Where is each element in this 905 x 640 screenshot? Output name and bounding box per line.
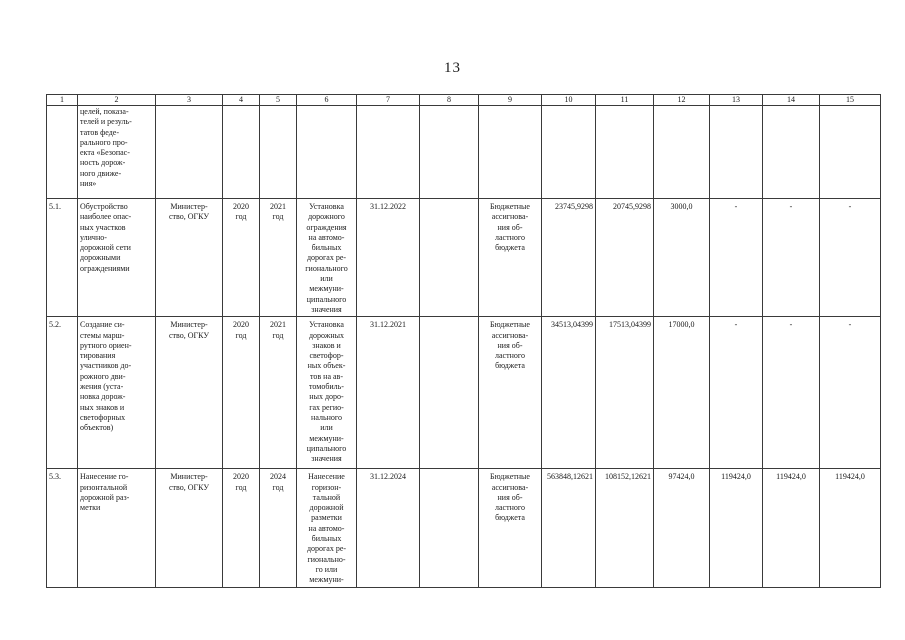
funding-source-cell: Бюджетные ассигнова- ния об- ластного бюджета <box>479 199 542 317</box>
amount-cell: 119424,0 <box>710 469 763 588</box>
continuation-row <box>47 106 881 199</box>
amount-total-cell: 23745,9298 <box>542 199 596 317</box>
column-number: 9 <box>479 95 542 106</box>
result-cell: Установка дорожного ограждения на автомо- бильных дорогах ре- гионального или межмуни- ципального значения <box>297 199 357 317</box>
column-number: 1 <box>47 95 78 106</box>
amount-cell: - <box>710 199 763 317</box>
amount-cell: 119424,0 <box>820 469 881 588</box>
column-number: 11 <box>596 95 654 106</box>
table-cell <box>47 106 78 199</box>
event-name-cell: Обустройство наиболее опас- ных участков улично- дорожной сети дорожными ограждениями <box>78 199 156 317</box>
column-number: 3 <box>156 95 223 106</box>
table-row <box>47 199 881 317</box>
table-cell <box>820 106 881 199</box>
start-year-cell: 2020 год <box>223 469 260 588</box>
amount-cell: - <box>763 199 820 317</box>
program-table <box>46 94 881 588</box>
table-cell <box>654 106 710 199</box>
start-year-cell: 2020 год <box>223 199 260 317</box>
amount-cell: 3000,0 <box>654 199 710 317</box>
amount-total-cell: 34513,04399 <box>542 317 596 469</box>
table-cell <box>479 106 542 199</box>
table-cell <box>596 106 654 199</box>
column-number: 12 <box>654 95 710 106</box>
column-number: 4 <box>223 95 260 106</box>
executor-cell: Министер- ство, ОГКУ <box>156 317 223 469</box>
result-cell: Нанесение горизон- тальной дорожной разметки на автомо- бильных дорогах ре- гионально- го или межмуни- <box>297 469 357 588</box>
amount-cell: - <box>820 199 881 317</box>
column-number: 5 <box>260 95 297 106</box>
table-cell <box>420 317 479 469</box>
deadline-cell: 31.12.2022 <box>357 199 420 317</box>
row-number-cell: 5.3. <box>47 469 78 588</box>
amount-cell: 108152,12621 <box>596 469 654 588</box>
table-cell <box>542 106 596 199</box>
table-cell <box>260 106 297 199</box>
funding-source-cell: Бюджетные ассигнова- ния об- ластного бюджета <box>479 317 542 469</box>
result-cell: Установка дорожных знаков и светофор- ных объек- тов на ав- томобиль- ных доро- гах регио- нального или межмуни- ципального значения <box>297 317 357 469</box>
table-cell <box>223 106 260 199</box>
deadline-cell: 31.12.2021 <box>357 317 420 469</box>
column-number: 2 <box>78 95 156 106</box>
end-year-cell: 2024 год <box>260 469 297 588</box>
table-row <box>47 317 881 469</box>
row-number-cell: 5.1. <box>47 199 78 317</box>
amount-total-cell: 563848,12621 <box>542 469 596 588</box>
table-cell <box>156 106 223 199</box>
column-number: 8 <box>420 95 479 106</box>
column-number: 6 <box>297 95 357 106</box>
amount-cell: 97424,0 <box>654 469 710 588</box>
end-year-cell: 2021 год <box>260 199 297 317</box>
column-number: 10 <box>542 95 596 106</box>
table-cell <box>420 106 479 199</box>
table-row <box>47 469 881 588</box>
column-number: 15 <box>820 95 881 106</box>
table-cell <box>420 469 479 588</box>
amount-cell: 17513,04399 <box>596 317 654 469</box>
event-name-cell: Создание си- стемы марш- рутного ориен- тирования участников до- рожного дви- жения (уста- новка дорож- ных знаков и светофорных объектов) <box>78 317 156 469</box>
amount-cell: - <box>710 317 763 469</box>
funding-source-cell: Бюджетные ассигнова- ния об- ластного бюджета <box>479 469 542 588</box>
amount-cell: - <box>820 317 881 469</box>
start-year-cell: 2020 год <box>223 317 260 469</box>
column-number-row <box>47 95 881 106</box>
amount-cell: 17000,0 <box>654 317 710 469</box>
deadline-cell: 31.12.2024 <box>357 469 420 588</box>
page-number: 13 <box>444 60 461 76</box>
amount-cell: - <box>763 317 820 469</box>
end-year-cell: 2021 год <box>260 317 297 469</box>
table-cell <box>357 106 420 199</box>
table-cell <box>763 106 820 199</box>
amount-cell: 119424,0 <box>763 469 820 588</box>
column-number: 7 <box>357 95 420 106</box>
table-cell <box>420 199 479 317</box>
column-number: 14 <box>763 95 820 106</box>
table-cell <box>710 106 763 199</box>
column-number: 13 <box>710 95 763 106</box>
executor-cell: Министер- ство, ОГКУ <box>156 199 223 317</box>
table-cell <box>297 106 357 199</box>
amount-cell: 20745,9298 <box>596 199 654 317</box>
row-number-cell: 5.2. <box>47 317 78 469</box>
event-name-cell: Нанесение го- ризонтальной дорожной раз- метки <box>78 469 156 588</box>
event-name-cell: целей, показа- телей и резуль- татов феде- рального про- екта «Безопас- ность дорож- ного движе- ния» <box>78 106 156 199</box>
executor-cell: Министер- ство, ОГКУ <box>156 469 223 588</box>
